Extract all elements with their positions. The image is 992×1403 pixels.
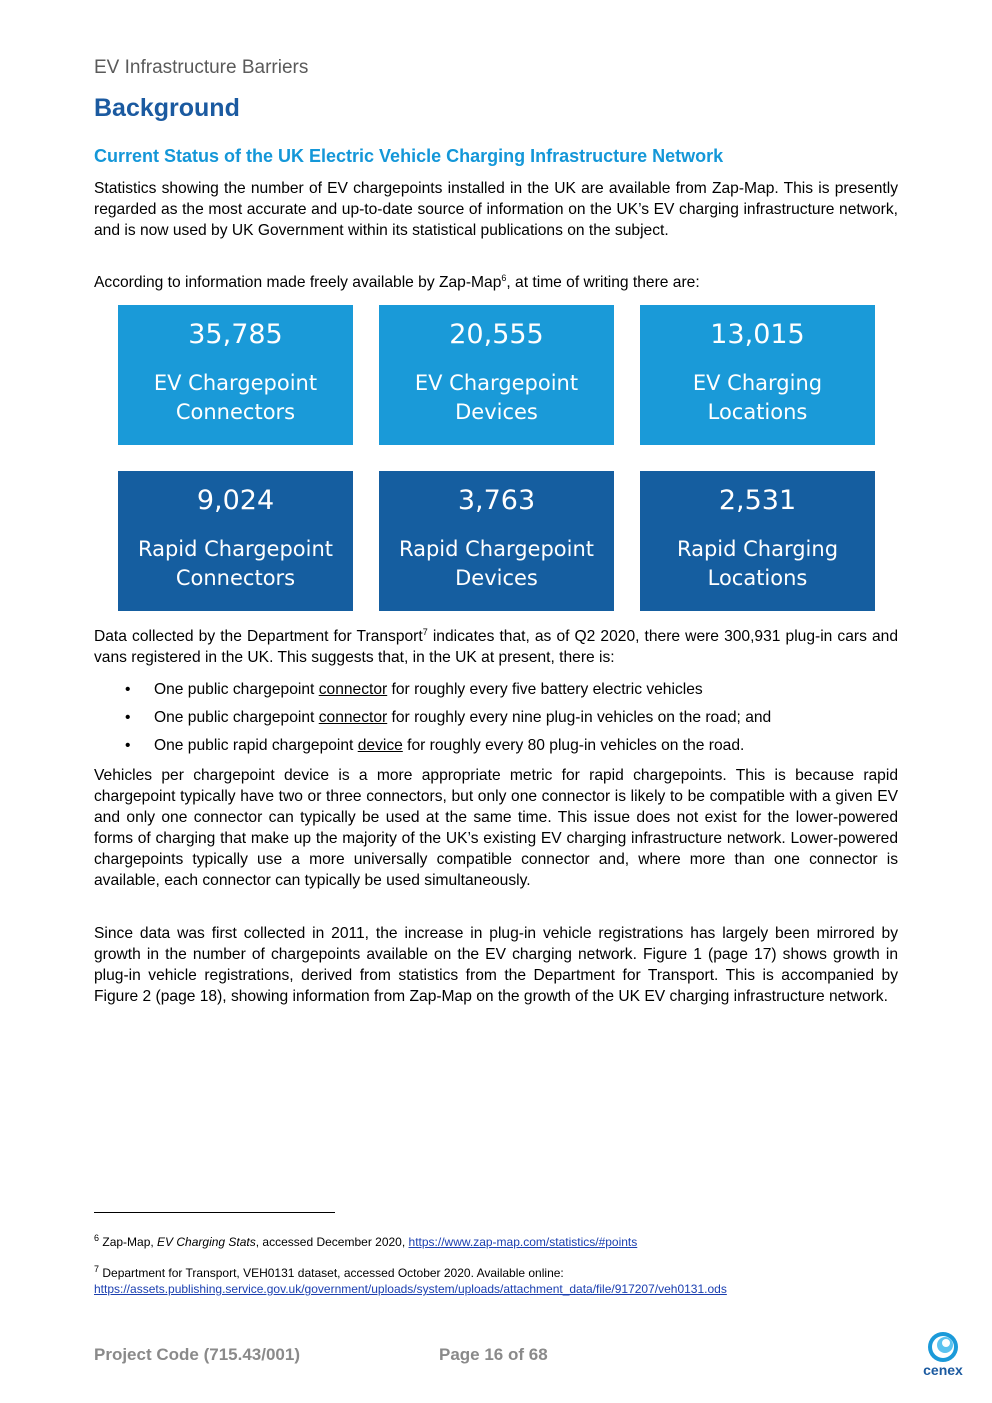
paragraph-growth: Since data was first collected in 2011, the increase in plug-in vehicle registrations has largely been mirrored by growth in the number of chargepoints available on the EV charging network. Figure 1 (page 17) shows growth in plug-in vehicle registrations, derived from statistics from the Department for Transport. This is accompanied by Figure 2 (page 18), showing information from Zap-Map on the growth of the UK EV charging infrastructure network. — [94, 925, 898, 1005]
stat-label-line: EV Chargepoint — [414, 371, 579, 395]
footnote-text: Zap-Map, — [102, 1235, 158, 1249]
stat-value: 20,555 — [449, 319, 544, 350]
stat-value: 9,024 — [196, 485, 275, 516]
bullet-list — [94, 679, 898, 763]
stat-label — [118, 369, 353, 427]
list-item-text: One public chargepoint — [154, 709, 319, 726]
paragraph-text: , at time of writing there are: — [506, 274, 700, 291]
footer-project-code: Project Code (715.43/001) — [94, 1345, 300, 1364]
footnote-ref-7[interactable]: 7 — [422, 626, 428, 637]
stat-label-line: EV Chargepoint — [153, 371, 318, 395]
stat-label — [640, 535, 875, 593]
stat-label-line: EV Charging — [692, 371, 823, 395]
footnote-7 — [94, 1265, 914, 1297]
footnote-text: Department for Transport, VEH0131 dataset, accessed October 2020. Available online: — [102, 1266, 564, 1280]
stat-label — [379, 369, 614, 427]
stat-label — [379, 535, 614, 593]
stat-tile-rapid-connectors — [118, 471, 353, 611]
footnote-link[interactable]: https://www.zap-map.com/statistics/#points — [408, 1235, 638, 1249]
section-title: Background — [94, 94, 240, 122]
paragraph-dft-data — [94, 626, 898, 668]
stat-label-line: Locations — [707, 400, 808, 424]
logo-wordmark: cenex — [923, 1362, 963, 1378]
list-item-text: for roughly every 80 plug-in vehicles on the road. — [402, 737, 745, 754]
stat-tile-rapid-locations — [640, 471, 875, 611]
footnote-divider — [94, 1212, 335, 1213]
stat-value: 3,763 — [457, 485, 536, 516]
stat-label-line: Devices — [455, 566, 538, 590]
footnote-title: EV Charging Stats — [157, 1235, 256, 1249]
footnote-link[interactable]: https://assets.publishing.service.gov.uk/government/uploads/system/uploads/attachment_data/file/917207/veh0131.ods — [94, 1282, 727, 1296]
list-item — [94, 679, 898, 707]
section-subtitle: Current Status of the UK Electric Vehicle Charging Infrastructure Network — [94, 146, 724, 166]
stat-tile-rapid-devices — [379, 471, 614, 611]
stat-label-line: Rapid Charging — [676, 537, 839, 561]
stat-label — [118, 535, 353, 593]
footer-page-number: Page 16 of 68 — [439, 1345, 548, 1364]
stat-tile-ev-devices — [379, 305, 614, 445]
footnote-text: , accessed December 2020, — [255, 1235, 409, 1249]
footnote-6 — [94, 1234, 914, 1250]
cenex-swirl-icon — [912, 1330, 974, 1364]
stat-label-line: Connectors — [175, 400, 296, 424]
paragraph-according — [94, 272, 898, 293]
bullet-icon: • — [125, 681, 131, 698]
bullet-icon: • — [125, 709, 131, 726]
list-item — [94, 707, 898, 735]
stat-value: 35,785 — [188, 319, 283, 350]
stat-label — [640, 369, 875, 427]
paragraph-vehicles-per-device: Vehicles per chargepoint device is a more appropriate metric for rapid chargepoints. This is because rapid chargepoint typically have two or three connectors, but only one connector is likely to be compatible with a given EV and only one connector can typically be used at the same time. This issue does not exist for the lower-powered forms of charging that make up the majority of the UK’s existing EV charging infrastructure network. Lower-powered chargepoints typically use a more universally compatible connector and, where more than one connector is available, each connector can typically be used simultaneously. — [94, 767, 898, 889]
stat-tile-ev-connectors — [118, 305, 353, 445]
stat-label-line: Rapid Chargepoint — [137, 537, 334, 561]
stat-label-line: Locations — [707, 566, 808, 590]
paragraph-text: According to information made freely available by Zap-Map — [94, 274, 502, 291]
paragraph-text: Data collected by the Department for Transport — [94, 628, 423, 645]
stat-tile-ev-locations — [640, 305, 875, 445]
list-item-emphasis: connector — [318, 709, 388, 726]
running-header: EV Infrastructure Barriers — [94, 57, 309, 78]
list-item-text: for roughly every five battery electric vehicles — [387, 681, 703, 698]
stat-label-line: Connectors — [175, 566, 296, 590]
stat-value: 13,015 — [710, 319, 805, 350]
stat-value: 2,531 — [718, 485, 797, 516]
paragraph-text: indicates that, as of Q2 2020, there were 300,931 plug-in cars and vans registered in the UK. This suggests that, in the UK at present, there is: — [94, 628, 898, 666]
list-item-emphasis: connector — [318, 681, 388, 698]
list-item-text: One public chargepoint — [154, 681, 319, 698]
list-item — [94, 735, 898, 763]
cenex-logo — [912, 1330, 974, 1380]
paragraph-zapmap-source: Statistics showing the number of EV chargepoints installed in the UK are available from Zap-Map. This is presently regarded as the most accurate and up-to-date source of information on the UK’s EV charging infrastructure network, and is now used by UK Government within its statistical publications on the subject. — [94, 180, 898, 239]
footnote-number: 7 — [94, 1264, 100, 1274]
list-item-text: for roughly every nine plug-in vehicles on the road; and — [387, 709, 772, 726]
list-item-emphasis: device — [357, 737, 403, 754]
stat-label-line: Devices — [455, 400, 538, 424]
stat-label-line: Rapid Chargepoint — [398, 537, 595, 561]
footnote-number: 6 — [94, 1233, 100, 1243]
list-item-text: One public rapid chargepoint — [154, 737, 358, 754]
footnote-ref-6[interactable]: 6 — [501, 272, 507, 283]
bullet-icon: • — [125, 737, 131, 754]
